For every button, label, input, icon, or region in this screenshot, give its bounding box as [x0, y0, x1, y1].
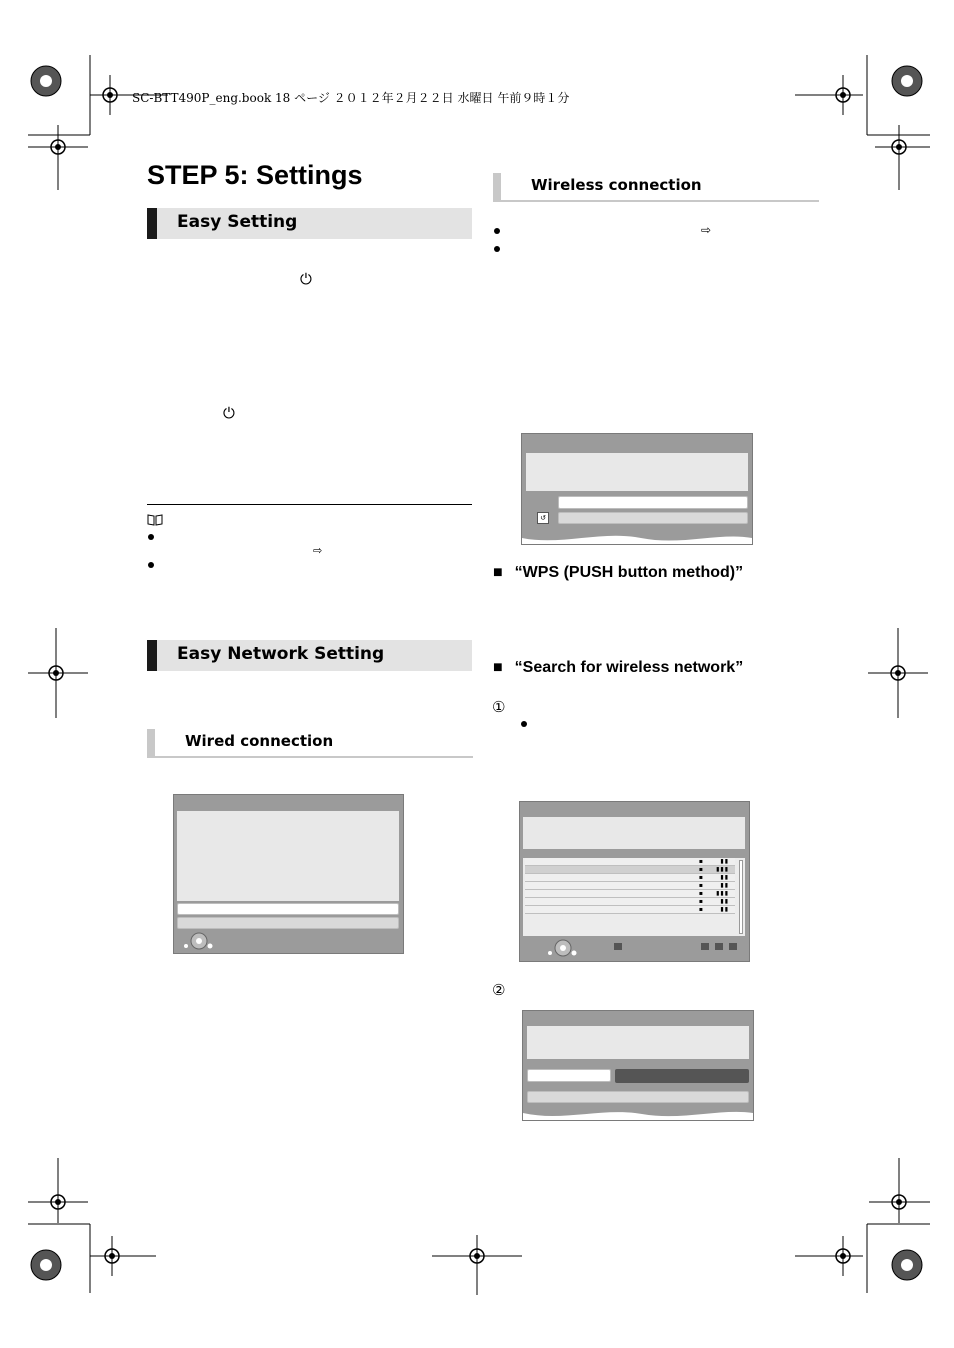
list-item[interactable]: ▪ ▮▮	[525, 874, 735, 882]
wired-setup-screen	[173, 794, 404, 954]
section-title: Easy Network Setting	[177, 644, 385, 664]
return-icon: ↺	[537, 512, 549, 524]
color-button-icon	[715, 943, 723, 950]
color-button-icon	[729, 943, 737, 950]
option-search[interactable]	[558, 512, 748, 524]
crop-mark-icon	[868, 628, 928, 718]
remote-control-icon	[182, 931, 216, 951]
crop-mark-icon	[432, 1235, 522, 1295]
torn-edge	[522, 530, 752, 545]
crop-mark-icon	[28, 1158, 168, 1293]
subsection-wireless-connection	[493, 173, 819, 202]
step-1-marker: ①	[492, 698, 506, 716]
color-button-icon	[701, 943, 709, 950]
message-panel	[526, 453, 748, 491]
subsection-title: Wired connection	[185, 732, 334, 750]
bullet	[494, 228, 500, 234]
list-item[interactable]: ▪ ▮▮	[525, 898, 735, 906]
option-wired[interactable]	[177, 903, 399, 915]
key-input-field[interactable]	[527, 1069, 611, 1082]
bullet	[521, 721, 527, 727]
list-item[interactable]: ▪ ▮▮▮	[525, 866, 735, 874]
arrow-icon: ⇨	[701, 223, 712, 237]
color-button-icon	[614, 943, 622, 950]
list-item[interactable]: ▪ ▮▮	[525, 858, 735, 866]
list-item[interactable]: ▪ ▮▮	[525, 882, 735, 890]
section-easy-setting	[147, 208, 472, 239]
power-icon: ⏻	[223, 404, 235, 422]
subsection-wired-connection	[147, 729, 473, 758]
message-panel	[527, 1026, 749, 1059]
list-item[interactable]: ▪ ▮▮▮	[525, 890, 735, 898]
message-panel	[177, 811, 399, 901]
bullet	[148, 534, 154, 540]
section-easy-network-setting	[147, 640, 472, 671]
search-heading: ■ “Search for wireless network”	[493, 659, 744, 676]
network-list	[523, 858, 745, 936]
bullet	[494, 246, 500, 252]
key-option-bar[interactable]	[615, 1069, 749, 1083]
section-title: Easy Setting	[177, 212, 298, 232]
wireless-setup-screen	[521, 433, 753, 545]
subsection-title: Wireless connection	[531, 176, 702, 194]
bullet	[148, 562, 154, 568]
option-wps[interactable]	[558, 496, 748, 509]
power-icon: ⏻	[300, 270, 312, 288]
key-entry-screen	[522, 1010, 754, 1121]
crop-mark-icon	[795, 1158, 935, 1293]
crop-mark-icon	[28, 628, 88, 718]
step-2-marker: ②	[492, 981, 506, 999]
torn-edge	[523, 1107, 753, 1121]
file-header-line: SC-BTT490P_eng.book 18 ページ ２０１２年２月２２日 水曜日 午前９時１分	[132, 91, 570, 105]
option-wireless[interactable]	[177, 917, 399, 929]
network-list-screen	[519, 801, 750, 962]
option-bar[interactable]	[527, 1091, 749, 1103]
remote-control-icon	[546, 938, 580, 958]
page-title: STEP 5: Settings	[147, 160, 363, 190]
arrow-icon: ⇨	[313, 544, 323, 557]
book-icon	[147, 514, 163, 526]
divider	[147, 504, 472, 505]
list-item[interactable]: ▪ ▮▮	[525, 906, 735, 914]
message-panel	[523, 817, 745, 849]
crop-mark-icon	[795, 55, 935, 190]
scrollbar[interactable]	[739, 860, 743, 934]
wps-heading: ■ “WPS (PUSH button method)”	[493, 564, 744, 581]
